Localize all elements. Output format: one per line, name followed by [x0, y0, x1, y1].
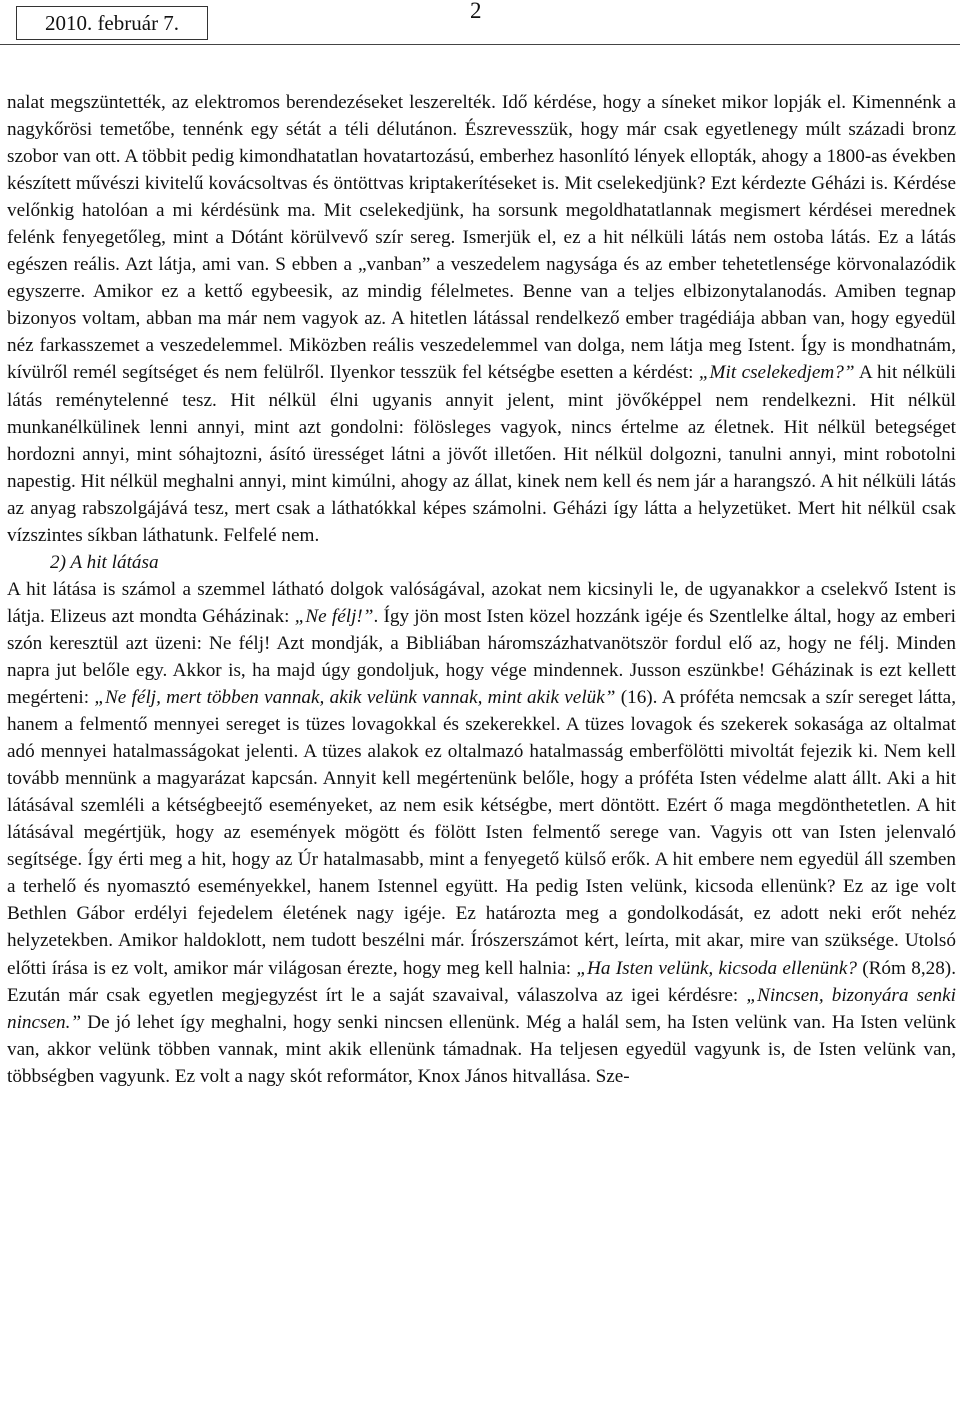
- text-run: De jó lehet így meghalni, hogy senki nincsen ellenünk. Még a halál sem, ha Isten velünk van. Ha Isten velünk van, akkor velünk többen vannak, mint akik ellenünk támadnak. Ha teljesen egyedül vagyunk is, de Isten velünk van, többségben vagyunk. Ez volt a nagy skót reformátor, Knox János hitvallása. Sze-: [7, 1011, 956, 1087]
- text-run: A hit látása is számol a szemmel látható dolgok valóságával, azokat nem kicsinyli le, de ugyanakkor a cselekvő Istent is látja. Elizeus azt mondta Géházinak:: [7, 578, 956, 627]
- body-text: [7, 89, 956, 1090]
- section-heading: 2) A hit látása: [50, 551, 159, 573]
- paragraph-2: [7, 576, 956, 1090]
- italic-quote: „Mit cselekedjem?”: [698, 362, 855, 384]
- italic-quote: „Ne félj, mert többen vannak, akik velünk vannak, mint akik velük”: [94, 687, 616, 709]
- text-run: nalat megszüntették, az elektromos berendezéseket leszerelték. Idő kérdése, hogy a síneket mikor lopják el. Kimennénk a nagykőrösi temetőbe, tennénk egy sétát a téli délutánon. Észrevesszük, hogy már csak egyetlenegy múlt századi bronz szobor van ott. A többit pedig kimondhatatlan hovatartozású, emberhez hasonlító lények ellopták, ahogy a 1800-as években készített művészi kivitelű kovácsoltvas és öntöttvas kriptakerítéseket is. Mit cselekedjünk? Ezt kérdezte Géházi is. Kérdése velőnkig hatolóan a mi kérdésünk ma. Mit cselekedjünk, ha sorsunk megoldhatatlannak megismert kérdései merednek felénk fenyegetőleg, mint a Dótánt körülvevő szír sereg. Ismerjük el, ez a hit nélküli látás nem ostoba látás. Ez a látás egészen reális. Azt látja, ami van. S ebben a „vanban” a veszedelem nagysága és az ember tehetetlensége körvonalazódik egyszerre. Amikor ez a kettő egybeesik, az mindig félelmetes. Benne van a teljes elbizonytalanodás. Amiben tegnap bizonyos voltam, abban ma már nem vagyok az. A hitetlen látással rendelkező ember tragédiája abban van, hogy egyedül néz farkasszemet a veszedelemmel. Miközben reális veszedelemmel van dolga, nem látja meg Istent. Így is mondhatnám, kívülről remél segítséget és nem felülről. Ilyenkor tesszük fel kétségbe esetten a kérdést:: [7, 92, 956, 384]
- header-rule: [0, 44, 960, 45]
- text-run: . Így jön most Isten közel hozzánk igéje és Szentlelke által, hogy az emberi szón keresztül azt üzeni: Ne félj! Azt mondják, a Bibliában háromszázhatvanötször fordul elő az, hogy ne félj. Minden napra jut belőle egy. Akkor is, ha majd úgy gondoljuk, hogy vége mindennek. Jusson eszünkbe! Géházinak is ezt kellett megérteni:: [7, 605, 956, 709]
- text-run: (16). A próféta nemcsak a szír sereget látta, hanem a felmentő mennyei sereget is tüzes lovagokkal és szekerekkel. A tüzes lovagok és szekerek sokasága az oltalmat adó mennyei hatalmasságokat jelenti. A tüzes alakok ez oltalmazó hatalmasság emberfölötti mivoltát fejezik ki. Nem kell tovább mennünk a magyarázat kapcsán. Annyit kell megértenünk belőle, hogy a próféta Isten védelme alatt állt. Aki a hit látásával szemléli a kétségbeejtő eseményeket, az nem esik kétségbe, mert döntött. Ezért ő maga megdönthetetlen. A hit látásával megértjük, hogy az események mögött és fölött Isten felmentő serege van. Vagyis ott van Isten jelenvaló segítsége. Így érti meg a hit, hogy az Úr hatalmasabb, mint a fenyegető külső erők. A hit embere nem egyedül áll szemben a terhelő és nyomasztó eseményekkel, hanem Istennel együtt. Ha pedig Isten velünk, kicsoda ellenünk? Ez az ige volt Bethlen Gábor erdélyi fejedelem életének nagy igéje. Ez határozta meg a gondolkodását, ez adott neki erőt nehéz helyzetekben. Amikor haldoklott, nem tudott beszélni már. Írószerszámot kért, leírta, mit akar, mire van szüksége. Utolsó előtti írása is ez volt, amikor már világosan érezte, hogy meg kell halnia:: [7, 687, 956, 979]
- italic-quote: „Ne félj!”: [294, 605, 374, 627]
- date-box: [16, 6, 208, 40]
- header-date: 2010. február 7.: [44, 10, 180, 35]
- italic-quote: „Ha Isten velünk, kicsoda ellenünk?: [576, 957, 857, 979]
- italic-quote: „Nincsen, bizonyára senki nincsen.”: [7, 984, 957, 1033]
- text-run: A hit nélküli látás reménytelenné tesz. Hit nélkül élni ugyanis annyit jelent, mint jövőképpel nem rendelkezni. Hit nélkül munkanélkülinek lenni annyi, mint azt gondolni: fölösleges vagyok, nincs értelme az életnek. Hit nélkül betegséget hordozni annyi, mint sóhajtozni, ásító ürességet látni a jövőt illetően. Hit nélkül dolgozni, tanulni annyi, mint robotolni napestig. Hit nélkül meghalni annyi, mint kimúlni, ahogy az állat, kinek nem kell és nem jár a harangszó. A hit nélküli látás az anyag rabszolgájává tesz, mert csak a láthatókkal képes számolni. Géházi így látta a helyzetüket. Mert hit nélkül csak vízszintes síkban láthatunk. Felfelé nem.: [7, 362, 956, 546]
- page-number: 2: [470, 0, 482, 23]
- text-run: (Róm 8,28). Ezután már csak egyetlen megjegyzést írt le a saját szavaival, válaszolva az igei kérdésre:: [7, 957, 956, 1006]
- paragraph-1: [7, 89, 956, 549]
